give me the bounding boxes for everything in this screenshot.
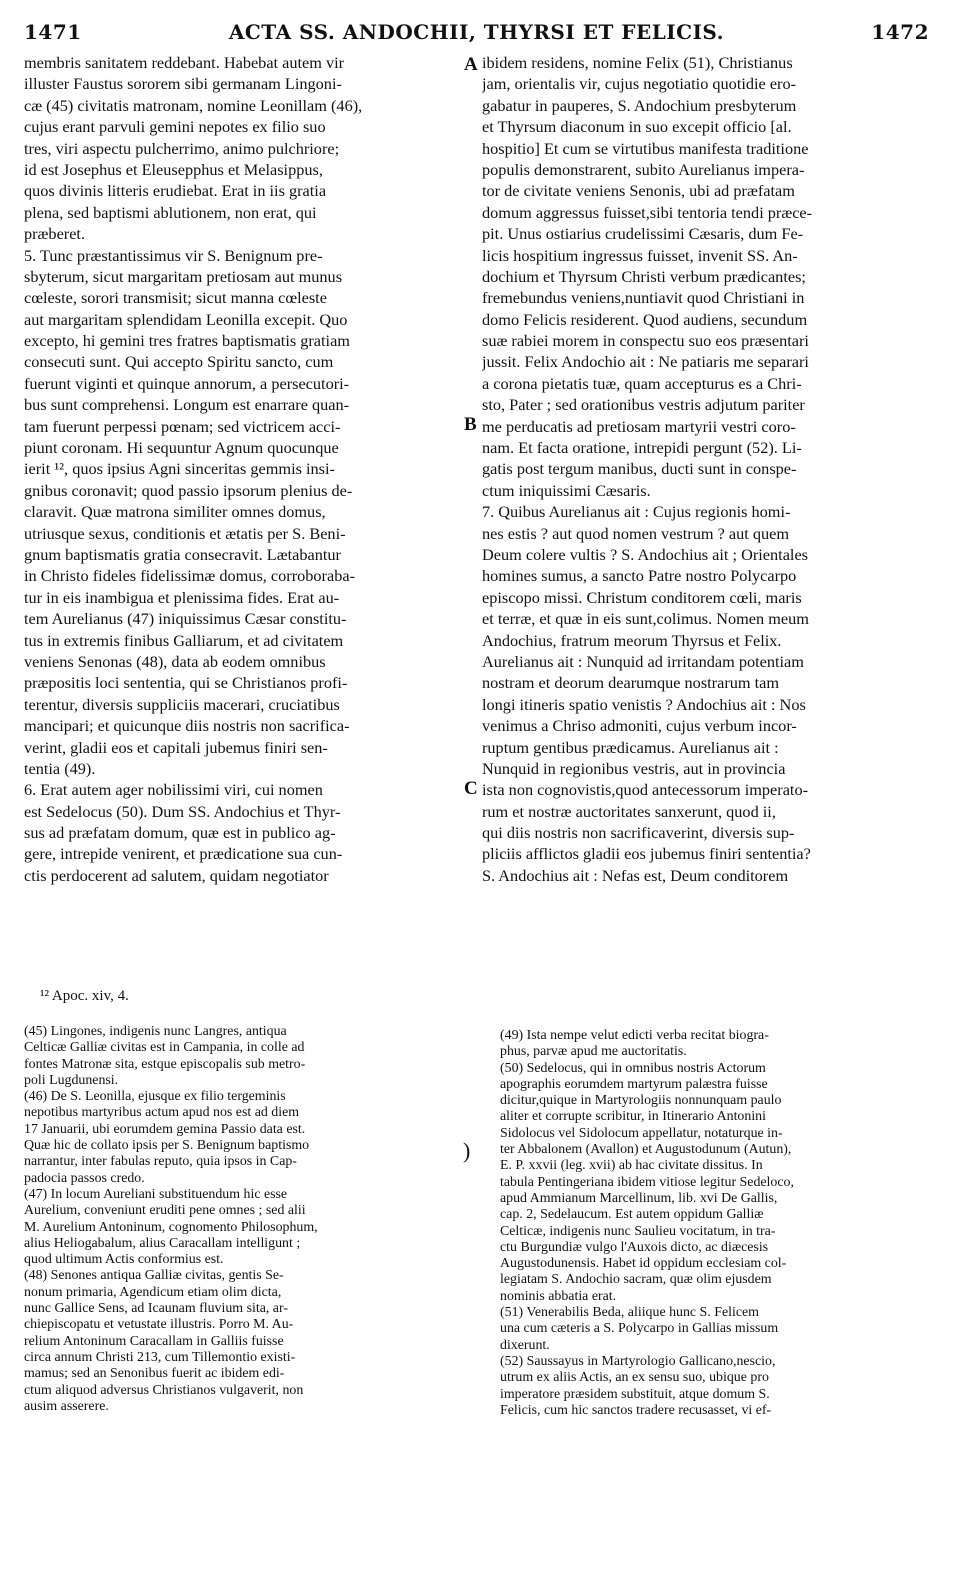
text-line: ierit ¹², quos ipsius Agni sinceritas gemmis insi- (24, 459, 335, 479)
text-line: tam fuerunt perpessi pœnam; sed victricem acci- (24, 416, 341, 436)
note-line: imperatore præsidem substituit, atque domum S. (500, 1386, 770, 1402)
text-line: gnibus coronavit; quod passio ipsorum plenius de- (24, 480, 353, 500)
text-line: S. Andochius ait : Nefas est, Deum conditorem (482, 865, 789, 885)
note-line: padocia passos credo. (24, 1170, 145, 1186)
note-line: (45) Lingones, indigenis nunc Langres, antiqua (24, 1024, 287, 1039)
footnote-reference: ¹² Apoc. xiv, 4. (40, 988, 129, 1004)
note-line: nonum primaria, Agendicum etiam olim dicta, (24, 1284, 282, 1300)
note-line: quod ultimum Actis conformius est. (24, 1252, 224, 1268)
text-line: Deum colere vultis ? S. Andochius ait ; Orientales (482, 544, 809, 564)
note-line: tabula Pentingeriana ibidem vitiose legitur Sedeloco, (500, 1174, 794, 1190)
page-header (24, 20, 929, 46)
text-line: venimus a Chriso admoniti, cujus verbum incor- (482, 716, 797, 736)
text-line: præpositis loci sententia, qui se Christianos profi- (24, 673, 348, 693)
text-line: verint, gladii eos et capitali jubemus finiri sen- (24, 737, 328, 757)
note-line: fontes Matronæ sita, estque episcopalis sub metro- (24, 1056, 306, 1072)
note-line: ctum aliquod adversus Christianos vulgaverit, non (24, 1382, 304, 1398)
text-line: terentur, diversis suppliciis macerari, cruciatibus (24, 694, 340, 714)
text-line: ista non cognovistis,quod antecessorum imperato- (482, 780, 809, 800)
note-line: apographis eorumdem martyrum palæstra fuisse (500, 1076, 768, 1092)
section-marker-b: B (464, 414, 477, 435)
text-line: sus ad præfatam domum, quæ est in publico ag- (24, 823, 336, 843)
text-line: tem Aurelianus (47) iniquissimus Cæsar constitu- (24, 609, 347, 629)
text-line: præberet. (24, 224, 86, 244)
text-line: 6. Erat autem ager nobilissimi viri, cui nomen (24, 780, 323, 800)
text-line: a corona pietatis tuæ, quam accepturus es a Chri- (482, 373, 802, 393)
note-line: (46) De S. Leonilla, ejusque ex filio tergeminis (24, 1089, 286, 1105)
note-line: chiepiscopatu et vetustate illustris. Porro M. Au- (24, 1317, 294, 1333)
text-line: pit. Unus ostiarius crudelissimi Cæsaris, dum Fe- (482, 224, 804, 244)
text-line: gnum baptismatis gratia consecravit. Lætabantur (24, 544, 341, 564)
text-line: pliciis afflictos gladii eos jubemus finiri sententia? (482, 844, 811, 864)
text-line: et terræ, et quæ in eis sunt,colimus. Nomen meum (482, 609, 809, 629)
note-line: dicitur,quique in Martyrologiis nonnunquam paulo (500, 1093, 782, 1109)
note-line: (51) Venerabilis Beda, aliique hunc S. Felicem (500, 1305, 759, 1321)
right-column-text (482, 52, 924, 886)
text-line: sto, Pater ; sed orationibus vestris adjutum pariter (482, 395, 805, 415)
text-line: me perducatis ad pretiosam martyrii vestri coro- (482, 416, 796, 436)
text-line: est Sedelocus (50). Dum SS. Andochius et Thyr- (24, 801, 341, 821)
note-line: (49) Ista nempe velut edicti verba recitat biogra- (500, 1028, 769, 1043)
note-line: nunc Gallice Sens, ad Icaunam fluvium sita, ar- (24, 1301, 288, 1317)
text-line: gabatur in pauperes, S. Andochium presbyterum (482, 95, 797, 115)
running-title: ACTA SS. ANDOCHII, THYRSI ET FELICIS. (228, 20, 725, 44)
text-line: Nunquid in regionibus vestris, aut in provincia (482, 758, 786, 778)
text-line: utriusque sexus, conditionis et ætatis per S. Beni- (24, 523, 346, 543)
note-line: Felicis, cum hic sanctos tradere recusasset, vi ef- (500, 1402, 772, 1418)
text-line: homines sumus, a sancto Patre nostro Polycarpo (482, 566, 797, 586)
note-line: (47) In locum Aureliani substituendum hic esse (24, 1186, 288, 1202)
section-marker-d: ) (463, 1138, 471, 1163)
section-marker-c: C (464, 778, 478, 799)
note-line: (50) Sedelocus, qui in omnibus nostris Actorum (500, 1060, 766, 1076)
text-line: tor de civitate veniens Senonis, ubi ad præfatam (482, 181, 795, 201)
note-line: ter Abbalonem (Avallon) et Augustodunum (Autun), (500, 1142, 792, 1158)
text-line: sbyterum, sicut margaritam pretiosam aut munus (24, 266, 343, 286)
note-line: Celticæ Galliæ civitas est in Campania, in colle ad (24, 1040, 305, 1056)
note-line: (48) Senones antiqua Galliæ civitas, gentis Se- (24, 1268, 284, 1284)
text-line: hospitio] Et cum se virtutibus manifesta traditione (482, 138, 809, 158)
note-line: Aurelium, conveniunt eruditi pene omnes ; sed alii (24, 1203, 306, 1219)
notes-left-column (24, 1024, 462, 1415)
text-line: episcopo missi. Christum conditorem cœli, maris (482, 587, 802, 607)
note-line: mamus; sed an Senonibus fuerit ac ibidem edi- (24, 1366, 285, 1382)
note-line: 17 Januarii, ubi eorumdem gemina Passio data est. (24, 1121, 306, 1137)
note-line: aliter et corrupte scribitur, in Itinerario Antonini (500, 1109, 766, 1125)
text-line: ibidem residens, nomine Felix (51), Christianus (482, 53, 793, 72)
text-line: longi itineris spatio venistis ? Andochius ait : Nos (482, 694, 806, 714)
text-line: excepto, hi gemini tres fratres baptismatis gratiam (24, 331, 350, 351)
text-line: cujus erant parvuli gemini nepotes ex filio suo (24, 117, 326, 137)
note-line: M. Aurelium Antoninum, cognomento Philosophum, (24, 1219, 318, 1235)
text-line: ctis perdocerent ad salutem, quidam negotiator (24, 865, 329, 885)
text-line: et Thyrsum diaconum in suo excepit officio [al. (482, 117, 792, 137)
text-line: consecuti sunt. Qui accepto Spiritu sancto, cum (24, 352, 334, 372)
text-line: membris sanitatem reddebant. Habebat autem vir (24, 53, 345, 72)
note-line: utrum ex aliis Actis, an ex sensu suo, ubique pro (500, 1370, 769, 1386)
notes-right-column (500, 1028, 924, 1419)
text-line: nostram et deorum dearumque nostrarum tam (482, 673, 780, 693)
text-line: veniens Senonas (48), data ab eodem omnibus (24, 651, 326, 671)
text-line: claravit. Quæ matrona similiter omnes domus, (24, 502, 326, 522)
text-line: cæ (45) civitatis matronam, nomine Leonillam (46), (24, 95, 363, 115)
text-line: mancipari; et quicunque diis nostris non sacrifica- (24, 716, 350, 736)
text-line: tentia (49). (24, 758, 96, 778)
text-line: gatis post tergum manibus, ducti sunt in conspe- (482, 459, 797, 479)
note-line: dixerunt. (500, 1337, 550, 1353)
text-line: fuerunt viginti et quinque annorum, a persecutori- (24, 373, 350, 393)
note-line: cap. 2, Sedelaucum. Est autem oppidum Galliæ (500, 1207, 764, 1223)
text-line: illuster Faustus sororem sibi germanam Lingoni- (24, 74, 342, 94)
text-line: ruptum gentibus prædicamus. Aurelianus ait : (482, 737, 779, 757)
page-number-left: 1471 (24, 20, 82, 44)
note-line: Quæ hic de collato ipsis per S. Benignum baptismo (24, 1138, 310, 1154)
note-line: Celticæ, indigenis nunc Saulieu vocitatum, in tra- (500, 1223, 776, 1239)
text-line: ctum iniquissimi Cæsaris. (482, 480, 651, 500)
note-line: (52) Saussayus in Martyrologio Gallicano,nescio, (500, 1353, 776, 1369)
note-line: alius Heliogabalum, alius Caracallam intelligunt ; (24, 1235, 301, 1251)
text-line: piunt coronam. Hi sequuntur Agnum quocunque (24, 438, 339, 458)
text-line: quos divinis litteris erudiebat. Erat in iis gratia (24, 181, 327, 201)
text-line: plena, sed baptismi ablutionem, non erat, qui (24, 202, 317, 222)
note-line: relium Antoninum Caracallam in Galliis fuisse (24, 1333, 284, 1349)
note-line: Augustodunensis. Habet id oppidum ecclesiam col- (500, 1256, 787, 1272)
note-line: narrantur, inter fabulas reputo, quia ipsos in Cap- (24, 1154, 297, 1170)
text-line: Andochius, fratrum meorum Thyrsus et Felix. (482, 630, 782, 650)
text-line: fremebundus veniens,nuntiavit quod Christiani in (482, 288, 805, 308)
note-line: Sidolocus vel Sidolocum appellatur, notaturque in- (500, 1125, 783, 1141)
text-line: tus in extremis finibus Galliarum, et ad civitatem (24, 630, 344, 650)
text-line: suæ rabiei morem in conspectu suo eos præsentari (482, 331, 809, 351)
note-line: phus, parvæ apud me auctoritatis. (500, 1044, 687, 1060)
page-number-right: 1472 (871, 20, 929, 44)
text-line: dochium et Thyrsum Christi verbum prædicantes; (482, 266, 806, 286)
text-line: tur in eis inambigua et plenissima fides. Erat au- (24, 587, 340, 607)
text-line: populis demonstrarent, subito Aurelianus impera- (482, 159, 805, 179)
text-line: nam. Et facta oratione, intrepidi pergunt (52). Li- (482, 438, 802, 458)
text-line: 7. Quibus Aurelianus ait : Cujus regionis homi- (482, 502, 791, 522)
text-line: domo Felicis residerent. Quod audiens, secundum (482, 309, 808, 329)
text-line: qui diis nostris non sacrificaverint, diversis sup- (482, 823, 795, 843)
note-line: apud Ammianum Marcellinum, lib. xvi De Gallis, (500, 1190, 778, 1206)
text-line: jam, orientalis vir, cujus negotiatio quotidie ero- (482, 74, 797, 94)
text-line: gere, intrepide venirent, et prædicatione sua cun- (24, 844, 343, 864)
note-line: nominis abbatia erat. (500, 1288, 617, 1304)
text-line: cœleste, sorori transmisit; sicut manna cœleste (24, 288, 327, 308)
text-line: licis hospitium ingressus fuisset, invenit SS. An- (482, 245, 798, 265)
note-line: ctu Burgundiæ vulgo l'Auxois dicto, ac diæcesis (500, 1239, 769, 1255)
left-column-text (24, 52, 464, 886)
note-line: circa annum Christi 213, cum Tillemontio existi- (24, 1349, 296, 1365)
note-line: poli Lugdunensi. (24, 1072, 119, 1088)
note-line: una cum cæteris a S. Polycarpo in Gallias missum (500, 1321, 779, 1337)
text-line: rum et nostræ auctoritates sanxerunt, quod ii, (482, 801, 776, 821)
text-line: 5. Tunc præstantissimus vir S. Benignum pre- (24, 245, 323, 265)
text-line: aut margaritam splendidam Leonilla excepit. Quo (24, 309, 348, 329)
text-line: jussit. Felix Andochio ait : Ne patiaris me separari (482, 352, 809, 372)
text-line: in Christo fideles fidelissimæ domus, corroboraba- (24, 566, 355, 586)
text-line: Aurelianus ait : Nunquid ad irritandam potentiam (482, 651, 804, 671)
text-line: id est Josephus et Eleusepphus et Melasippus, (24, 159, 323, 179)
text-line: bus sunt comprehensi. Longum est enarrare quan- (24, 395, 350, 415)
text-line: domum aggressus fuisset,sibi tentoria tendi præce- (482, 202, 813, 222)
text-line: nes estis ? aut quod nomen vestrum ? aut quem (482, 523, 790, 543)
note-line: nepotibus martyribus actum apud nos est ad diem (24, 1105, 300, 1121)
section-marker-a: A (464, 54, 478, 75)
note-line: legiatam S. Andochio sacram, quæ olim ejusdem (500, 1272, 772, 1288)
note-line: E. P. xxvii (leg. xvii) ab hac civitate dissitus. In (500, 1158, 763, 1174)
text-line: tres, viri aspectu pulcherrimo, animo pulchriore; (24, 138, 340, 158)
note-line: ausim asserere. (24, 1398, 109, 1414)
